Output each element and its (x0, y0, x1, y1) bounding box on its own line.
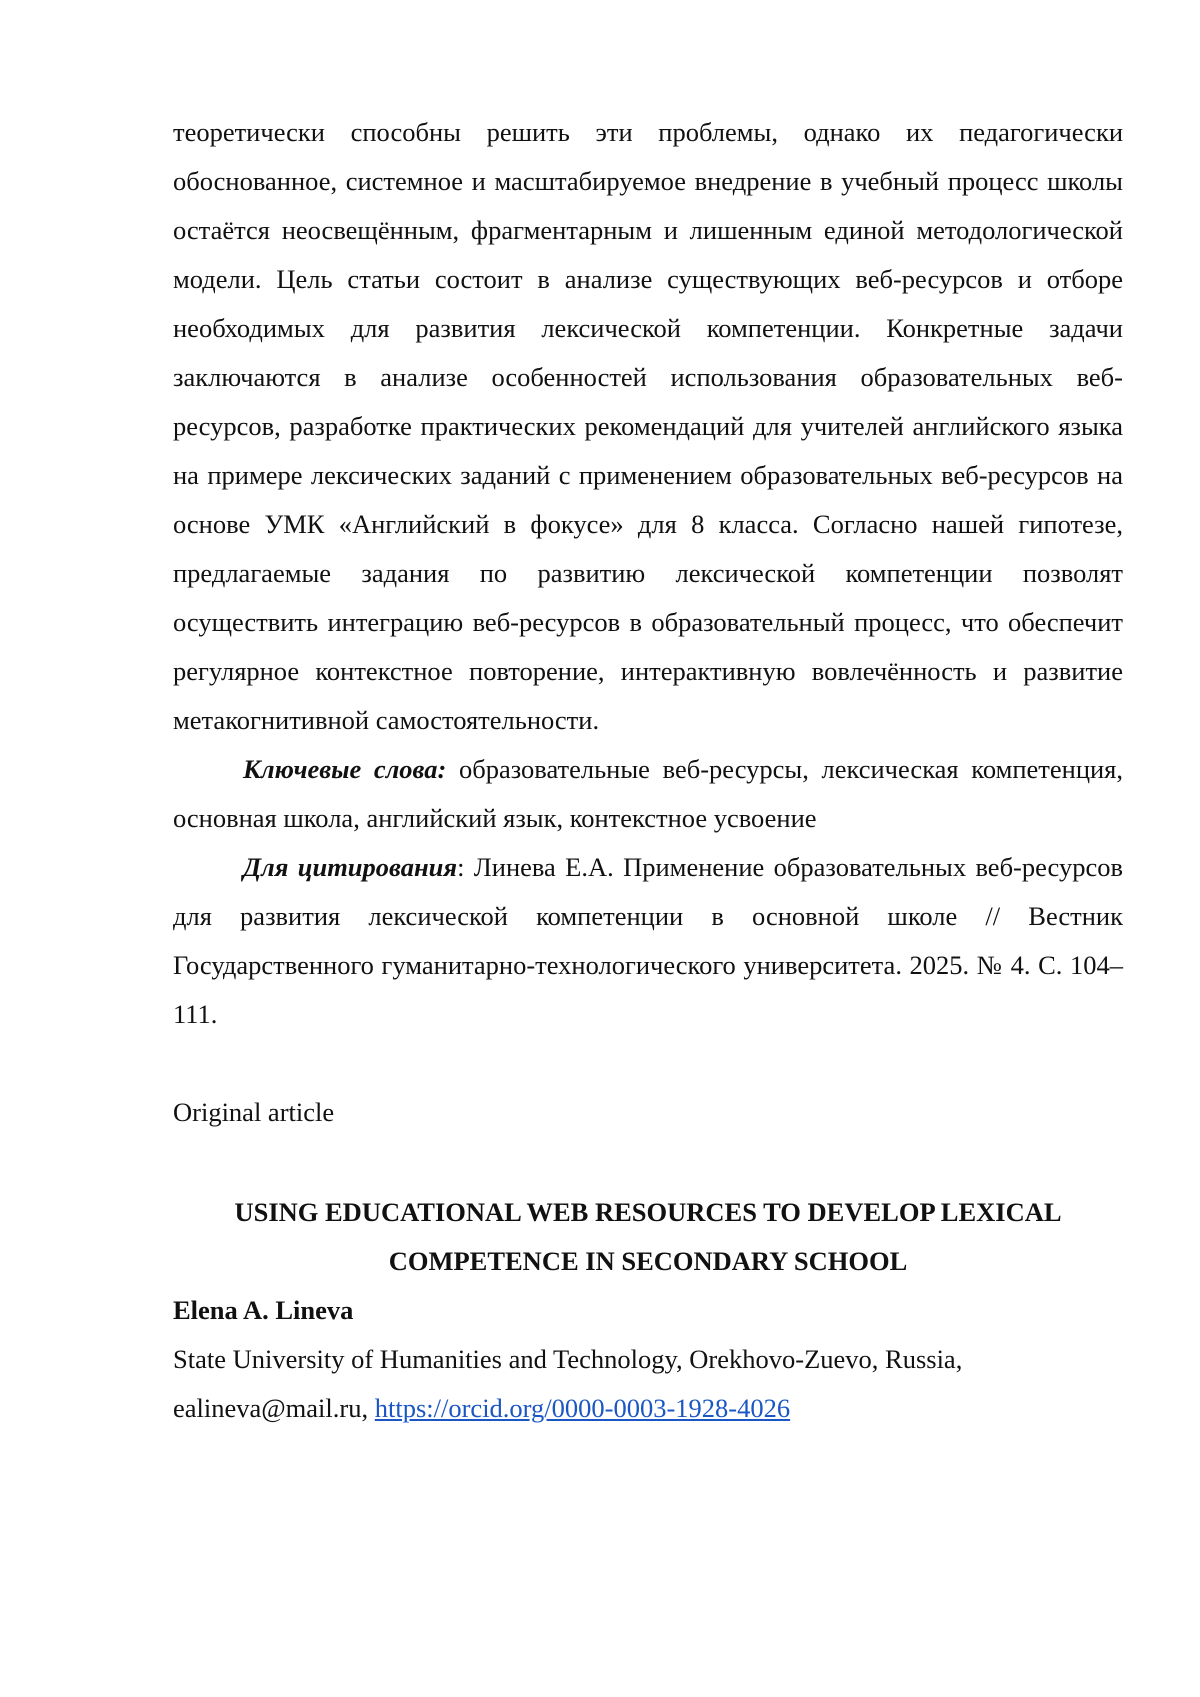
orcid-link[interactable]: https://orcid.org/0000-0003-1928-4026 (374, 1393, 791, 1423)
keywords-label: Ключевые слова: (243, 754, 447, 784)
author-name: Elena A. Lineva (173, 1295, 354, 1325)
author-affiliation: State University of Humanities and Technology, Orekhovo-Zuevo, Russia, (173, 1344, 963, 1374)
citation-text: : Линева Е.А. Применение образовательных веб-ресурсов для развития лексической компетенции в основной школе // Вестник Государственного гуманитарно-технологического университета. 2025. № 4. С. 104–111. (173, 852, 1123, 1029)
citation-paragraph (173, 843, 1123, 1039)
keywords-text: образовательные веб-ресурсы, лексическая компетенция, основная школа, английский язык, контекстное усвоение (173, 754, 1124, 833)
article-page (173, 108, 1123, 1433)
keywords-paragraph (173, 745, 1123, 843)
article-type: Original article (173, 1097, 335, 1127)
author-email: ealineva@mail.ru, (173, 1393, 369, 1423)
author-contacts (173, 1384, 1123, 1433)
citation-label: Для цитирования (243, 852, 458, 882)
abstract-text: теоретически способны решить эти проблемы, однако их педагогически обоснованное, системное и масштабируемое внедрение в учебный процесс школы остаётся неосвещённым, фрагментарным и лишенным единой методологической модели. Цель статьи состоит в анализе существующих веб-ресурсов и отборе необходимых для развития лексической компетенции. Конкретные задачи заключаются в анализе особенностей использования образовательных веб-ресурсов, разработке практических рекомендаций для учителей английского языка на примере лексических заданий с применением образовательных веб-ресурсов на основе УМК «Английский в фокусе» для 8 класса. Согласно нашей гипотезе, предлагаемые задания по развитию лексической компетенции позволят осуществить интеграцию веб-ресурсов в образовательный процесс, что обеспечит регулярное контекстное повторение, интерактивную вовлечённость и развитие метакогнитивной самостоятельности. (173, 117, 1123, 735)
article-title-line-1: USING EDUCATIONAL WEB RESOURCES TO DEVELOP LEXICAL (234, 1197, 1062, 1227)
article-title-line-2: COMPETENCE IN SECONDARY SCHOOL (388, 1246, 908, 1276)
article-title (173, 1188, 1123, 1286)
